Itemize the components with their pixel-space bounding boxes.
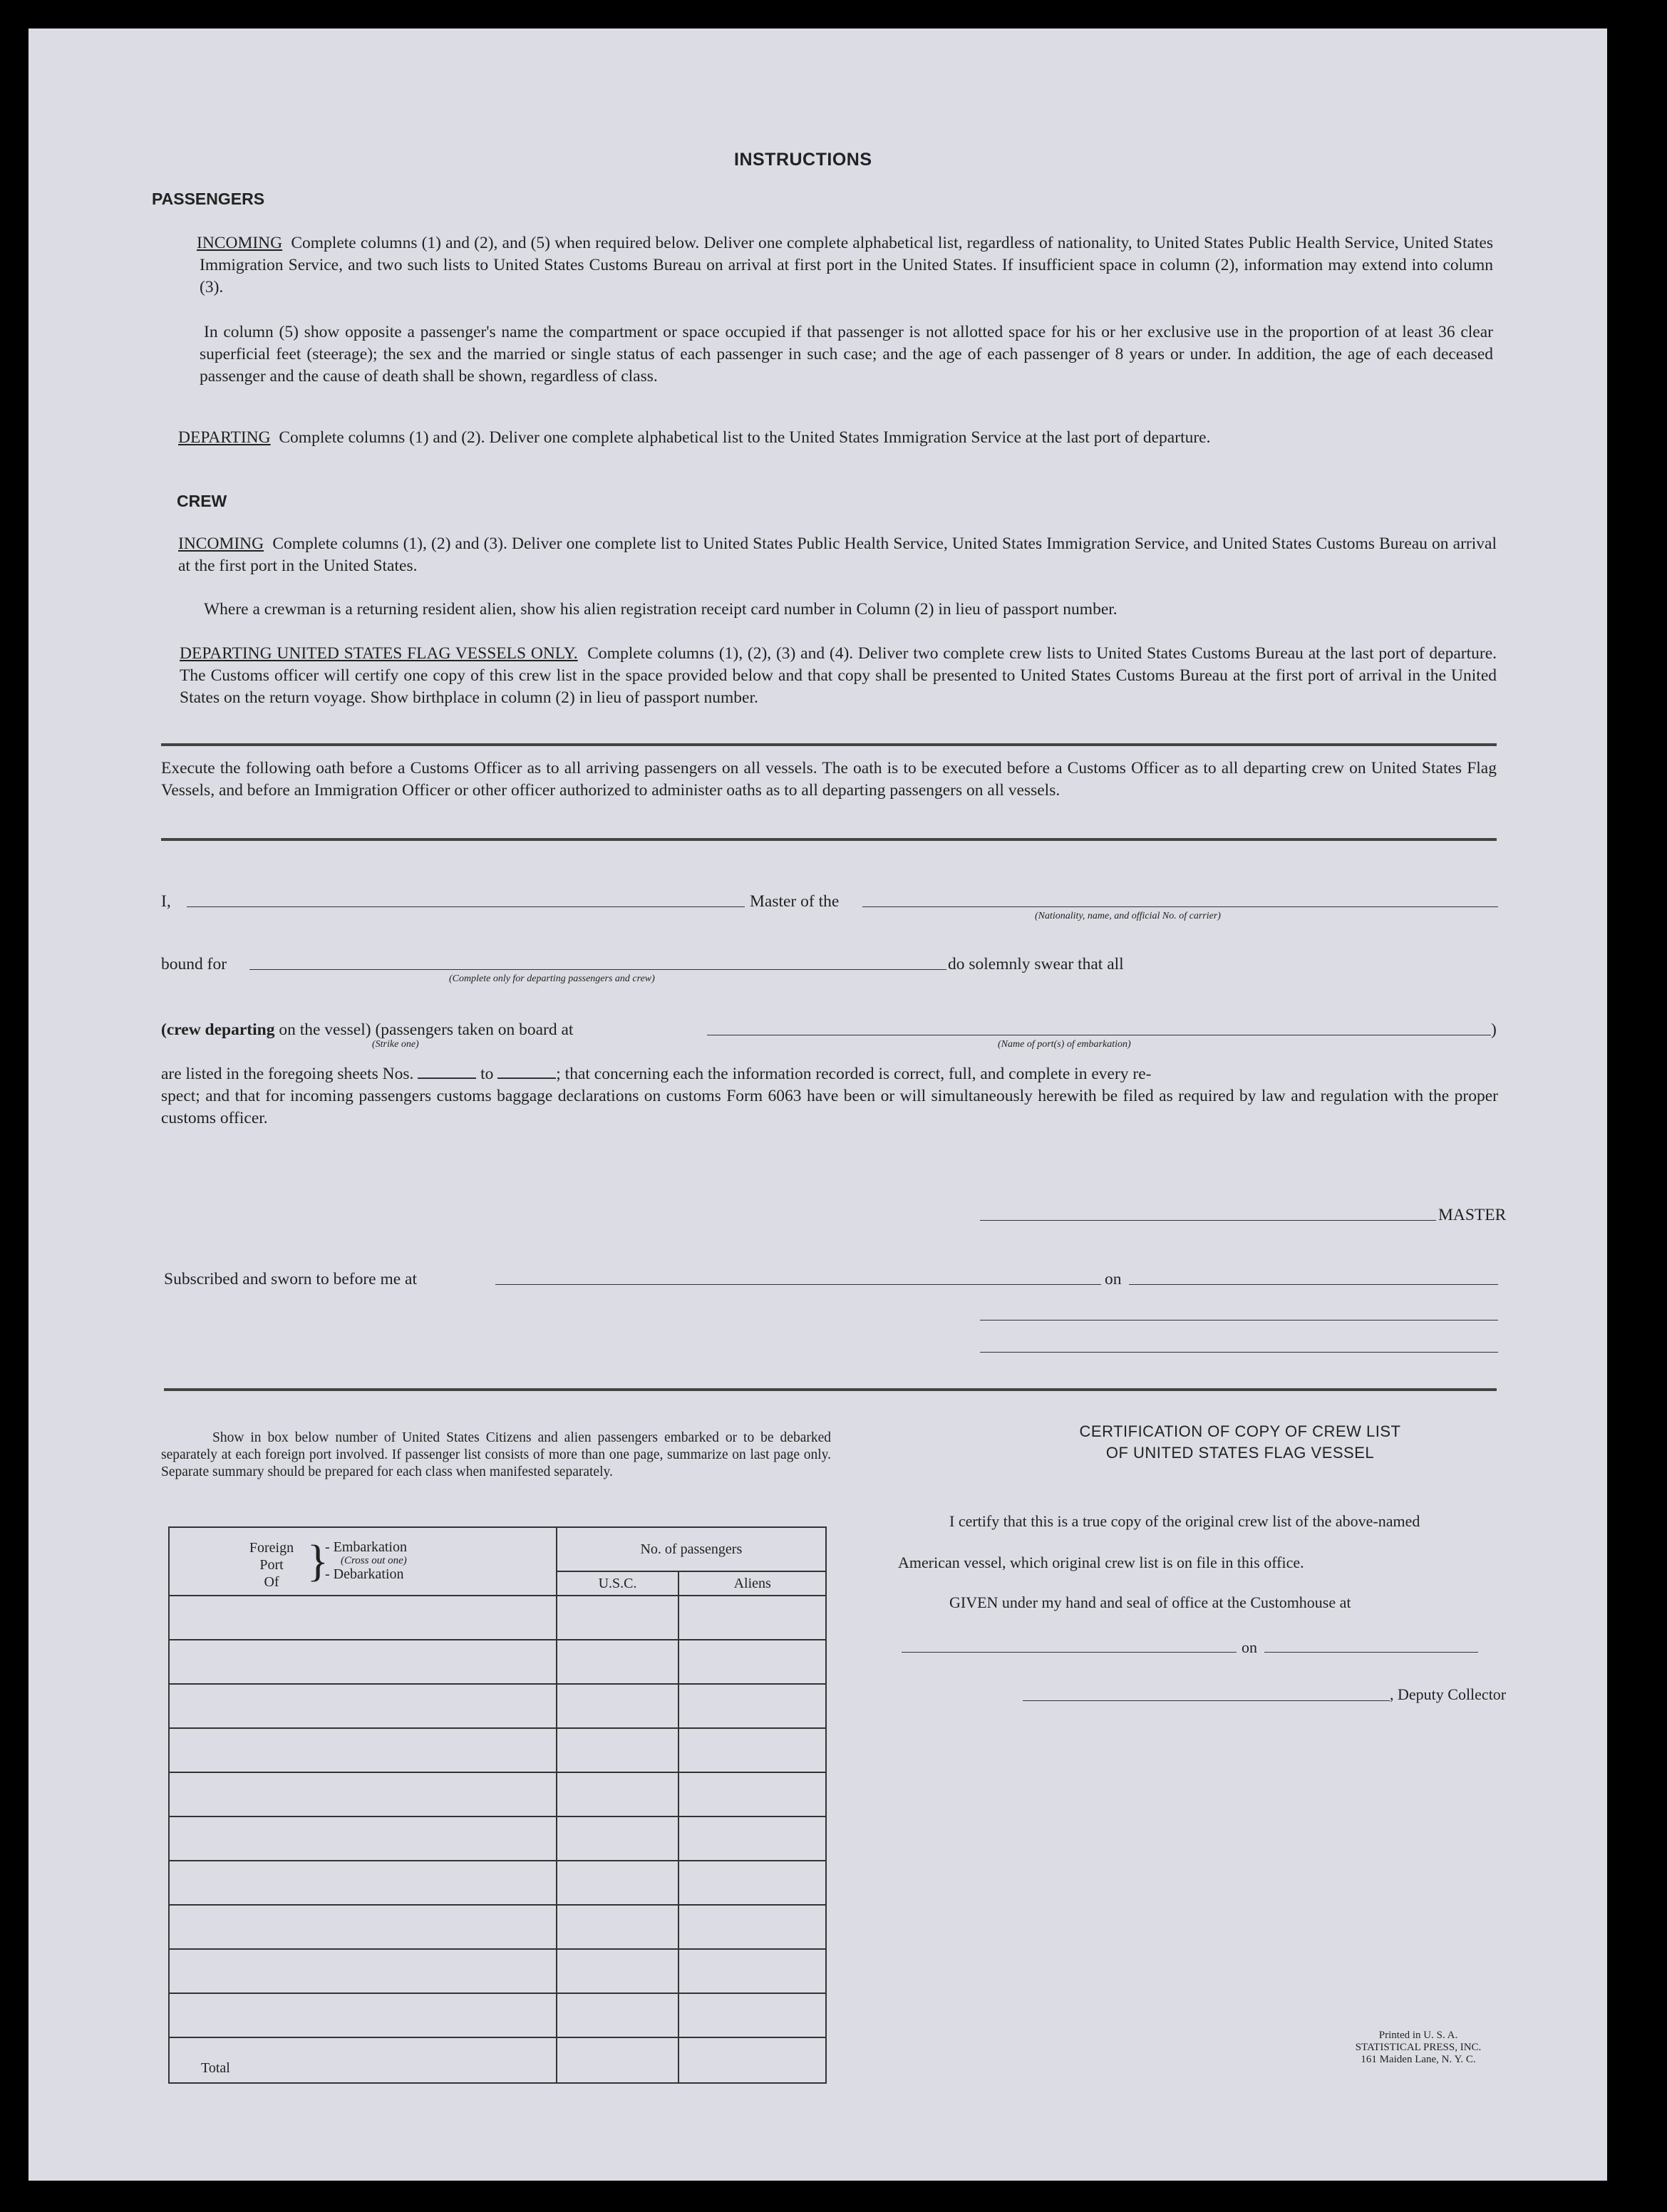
embarkation-label: - Embarkation [325, 1539, 407, 1555]
total-label: Total [169, 2037, 557, 2083]
officer-signature-line-1[interactable] [980, 1320, 1498, 1321]
master-signature-line[interactable] [980, 1220, 1436, 1221]
cross-out-one-note: (Cross out one) [341, 1555, 407, 1566]
summary-port-cell[interactable] [169, 1728, 557, 1772]
summary-intro: Show in box below number of United States Citizens and alien passengers embarked or to be debarked separately at each foreign port involved. If passenger list consists of more than one page, summarize on last page only. Separate summary should be prepared for each class when manifested separately. [161, 1430, 831, 1479]
ports-close-paren: ) [1491, 1020, 1497, 1039]
departing-us-flag-text: Complete columns (1), (2), (3) and (4). Deliver two complete crew lists to United States Customs Bureau at the last port of departure. The Customs officer will certify one copy of this crew list in the space provided below and that copy shall be presented to United States Customs Bureau at the first port of arrival in the United States on the return voyage. Show birthplace in column (2) in lieu of passport number. [180, 644, 1497, 707]
printer-imprint [1311, 2030, 1525, 2066]
passengers-departing-label: DEPARTING [178, 428, 271, 447]
summary-aliens-cell[interactable] [678, 1728, 826, 1772]
summary-row [169, 1816, 826, 1861]
summary-port-cell[interactable] [169, 1949, 557, 1993]
certification-title-line1: CERTIFICATION OF COPY OF CREW LIST [1079, 1422, 1401, 1440]
certify-date-line[interactable] [1264, 1652, 1478, 1653]
certify-on-label: on [1242, 1638, 1257, 1656]
deputy-signature-line[interactable] [1023, 1700, 1390, 1701]
officer-signature-line-2[interactable] [980, 1352, 1498, 1353]
complete-only-note: (Complete only for departing passengers and crew) [449, 973, 655, 984]
printer-line1: Printed in U. S. A. [1378, 2030, 1458, 2041]
on-the-vessel-label: on the vessel) [279, 1020, 371, 1039]
summary-usc-cell[interactable] [557, 1993, 679, 2037]
departing-us-flag-label: DEPARTING UNITED STATES FLAG VESSELS ONLY. [180, 644, 578, 663]
summary-usc-cell[interactable] [557, 1684, 679, 1728]
foreign-port-header [169, 1527, 557, 1596]
printer-line3: 161 Maiden Lane, N. Y. C. [1361, 2054, 1476, 2065]
summary-port-cell[interactable] [169, 1596, 557, 1640]
summary-port-cell[interactable] [169, 1684, 557, 1728]
crew-departing-label: (crew departing [161, 1020, 275, 1039]
certification-title-line2: OF UNITED STATES FLAG VESSEL [1105, 1444, 1375, 1462]
passenger-summary-table [168, 1526, 827, 2084]
certify-line-b: American vessel, which original crew list is on file in this office. [898, 1554, 1304, 1571]
subscribed-at-line[interactable] [495, 1284, 1101, 1285]
oath-i-label: I, [161, 892, 171, 911]
summary-port-cell[interactable] [169, 1905, 557, 1949]
summary-usc-cell[interactable] [557, 1861, 679, 1905]
sheet-to-field[interactable] [497, 1065, 556, 1079]
bound-for-label: bound for [161, 955, 227, 973]
total-aliens-cell[interactable] [678, 2037, 826, 2083]
foreign-port-word-2: Port [259, 1557, 284, 1573]
oath-intro: Execute the following oath before a Customs Officer as to all arriving passengers on all vessels. The oath is to be executed before a Customs Officer as to all departing crew on United States Flag Vessels, and before an Immigration Officer or other officer authorized to administer oaths as to all departing passengers on all vessels. [161, 759, 1497, 800]
summary-row [169, 1949, 826, 1993]
column5-paragraph: In column (5) show opposite a passenger's name the compartment or space occupied if that passenger is not allotted space for his or her exclusive use in the proportion of at least 36 clear superficial feet (steerage); the sex and the married or single status of each passenger in such case; and the age of each passenger of 8 years or under. In addition, the age of each deceased passenger and the cause of death shall be shown, regardless of class. [200, 323, 1493, 386]
summary-aliens-cell[interactable] [678, 1861, 826, 1905]
summary-port-cell[interactable] [169, 1861, 557, 1905]
departing-us-flag-paragraph [180, 643, 1497, 709]
given-line: GIVEN under my hand and seal of office at the Customhouse at [949, 1593, 1351, 1611]
sheet-from-field[interactable] [418, 1065, 476, 1079]
listed-text-c: spect; and that for incoming passengers customs baggage declarations on customs Form 6063 have been or will simultaneously herewith be filed as required by law and regulation with the proper customs officer. [161, 1087, 1498, 1127]
listed-to: to [480, 1065, 494, 1083]
summary-aliens-cell[interactable] [678, 1949, 826, 1993]
certification-title [998, 1421, 1482, 1464]
subscribed-on-label: on [1105, 1270, 1122, 1288]
crew-heading: CREW [177, 492, 227, 510]
passengers-departing-text: Complete columns (1) and (2). Deliver one complete alphabetical list to the United States Immigration Service at the last port of departure. [279, 428, 1211, 447]
do-solemnly-swear: do solemnly swear that all [948, 955, 1124, 973]
carrier-note: (Nationality, name, and official No. of carrier) [1035, 911, 1221, 921]
foreign-port-word-3: Of [264, 1574, 279, 1590]
listed-text-b: ; that concerning each the information recorded is correct, full, and complete in every re- [556, 1065, 1152, 1083]
summary-usc-cell[interactable] [557, 1772, 679, 1816]
summary-aliens-cell[interactable] [678, 1772, 826, 1816]
summary-row [169, 1684, 826, 1728]
summary-row [169, 1640, 826, 1684]
crew-incoming-paragraph [178, 533, 1497, 577]
bound-for-line[interactable] [249, 969, 946, 970]
passengers-incoming-paragraph [197, 232, 1494, 299]
summary-rows [169, 1596, 826, 2037]
listed-text-a: are listed in the foregoing sheets Nos. [161, 1065, 414, 1083]
master-of-the-label: Master of the [750, 892, 840, 911]
subscribed-label: Subscribed and sworn to before me at [164, 1270, 418, 1288]
listed-line [161, 1063, 1498, 1085]
summary-usc-cell[interactable] [557, 1596, 679, 1640]
summary-usc-cell[interactable] [557, 1905, 679, 1949]
summary-port-cell[interactable] [169, 1816, 557, 1861]
summary-port-cell[interactable] [169, 1772, 557, 1816]
summary-aliens-cell[interactable] [678, 1596, 826, 1640]
no-of-passengers-header: No. of passengers [557, 1527, 826, 1571]
summary-usc-cell[interactable] [557, 1949, 679, 1993]
passengers-heading: PASSENGERS [152, 190, 265, 208]
summary-aliens-cell[interactable] [678, 1684, 826, 1728]
form-page [29, 29, 1607, 2181]
summary-usc-cell[interactable] [557, 1640, 679, 1684]
printer-line2: STATISTICAL PRESS, INC. [1355, 2042, 1482, 2053]
summary-usc-cell[interactable] [557, 1816, 679, 1861]
master-name-line[interactable] [187, 906, 745, 907]
divider-lower [164, 1388, 1497, 1391]
total-usc-cell[interactable] [557, 2037, 679, 2083]
divider-oath [161, 838, 1497, 841]
crew-departing-line [161, 1019, 573, 1041]
summary-row [169, 1861, 826, 1905]
crew-incoming-text: Complete columns (1), (2) and (3). Deliver one complete list to United States Public Health Service, United States Immigration Service, and United States Customs Bureau on arrival at the first port in the United States. [178, 534, 1497, 575]
summary-row [169, 1993, 826, 2037]
certify-line-a: I certify that this is a true copy of the original crew list of the above-named [949, 1512, 1420, 1530]
summary-aliens-cell[interactable] [678, 1905, 826, 1949]
divider-instructions [161, 743, 1497, 746]
subscribed-date-line[interactable] [1129, 1284, 1498, 1285]
aliens-header: Aliens [678, 1571, 826, 1596]
passengers-incoming-text: Complete columns (1) and (2), and (5) when required below. Deliver one complete alphabetical list, regardless of nationality, to United States Public Health Service, United States Immigration Service, and two such lists to United States Customs Bureau on arrival at first port in the United States. If insufficient space in column (2), information may extend into column (3). [200, 234, 1494, 296]
brace-icon: } [307, 1537, 329, 1586]
crewman-paragraph: Where a crewman is a returning resident alien, show his alien registration receipt card number in Column (2) in lieu of passport number. [204, 600, 1118, 619]
summary-port-cell[interactable] [169, 1993, 557, 2037]
summary-usc-cell[interactable] [557, 1728, 679, 1772]
customhouse-place-line[interactable] [902, 1652, 1237, 1653]
instructions-title: INSTRUCTIONS [734, 150, 872, 170]
summary-row [169, 1728, 826, 1772]
summary-port-cell[interactable] [169, 1640, 557, 1684]
crew-incoming-label: INCOMING [178, 534, 264, 553]
usc-header: U.S.C. [557, 1571, 679, 1596]
master-signature-label: MASTER [1438, 1206, 1507, 1224]
deputy-collector-label: , Deputy Collector [1390, 1685, 1507, 1703]
summary-row [169, 1596, 826, 1640]
summary-aliens-cell[interactable] [678, 1640, 826, 1684]
strike-one-note: (Strike one) [372, 1039, 419, 1050]
summary-aliens-cell[interactable] [678, 1816, 826, 1861]
summary-aliens-cell[interactable] [678, 1993, 826, 2037]
summary-row [169, 1772, 826, 1816]
summary-row [169, 1905, 826, 1949]
ports-note: (Name of port(s) of embarkation) [998, 1039, 1131, 1050]
foreign-port-word-1: Foreign [249, 1540, 294, 1556]
carrier-line[interactable] [862, 906, 1498, 907]
passengers-taken-label: (passengers taken on board at [375, 1020, 574, 1039]
passengers-incoming-label: INCOMING [197, 234, 283, 252]
debarkation-label: - Debarkation [325, 1566, 404, 1582]
passengers-departing-paragraph [178, 427, 1493, 449]
